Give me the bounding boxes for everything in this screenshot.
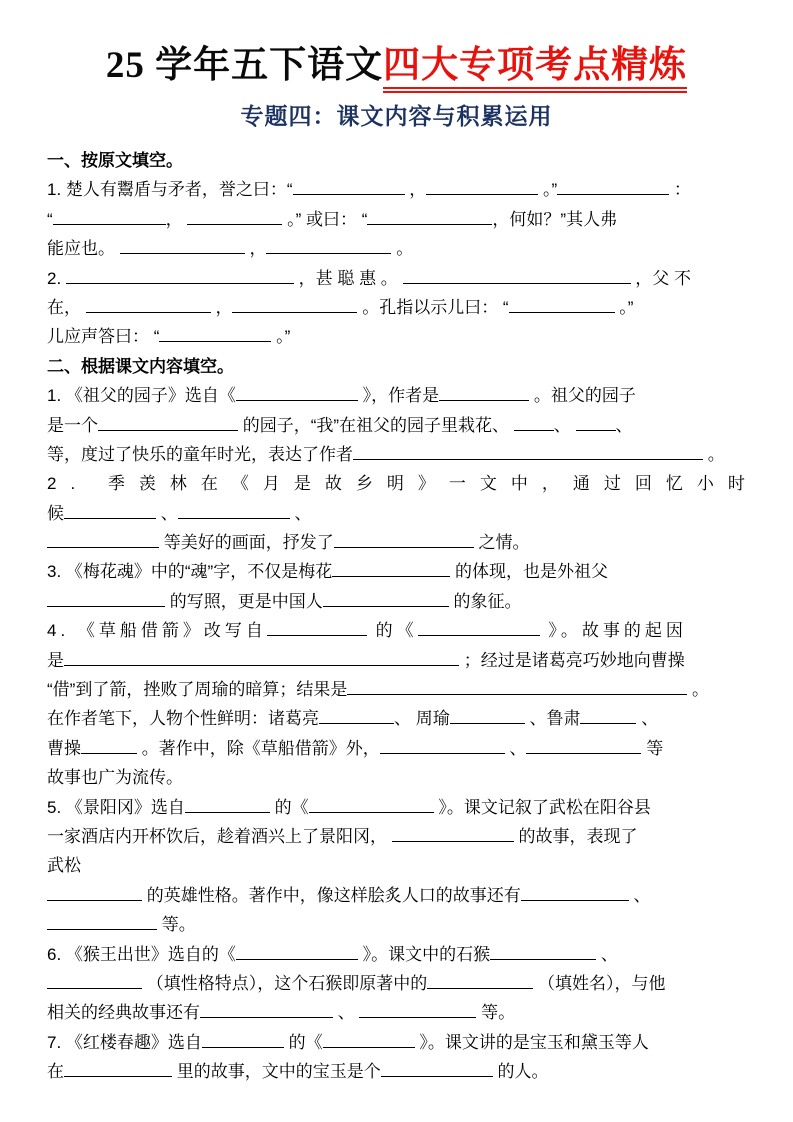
text-segment: 的《 (366, 621, 418, 641)
fill-in-blank[interactable] (267, 618, 367, 636)
fill-in-blank[interactable] (381, 1059, 493, 1077)
text-segment: 武松 (47, 856, 81, 876)
fill-in-blank[interactable] (86, 295, 211, 313)
text-line (47, 793, 746, 822)
text-segment: ， (404, 180, 427, 200)
text-segment: 。 (687, 680, 710, 700)
text-segment: 的英雄性格。著作中，像这样脍炙人口的故事还有 (142, 885, 521, 905)
fill-in-blank[interactable] (323, 589, 449, 607)
text-segment: ，何如？”其人弗 (492, 209, 618, 229)
text-line (47, 910, 746, 939)
fill-in-blank[interactable] (266, 236, 391, 254)
fill-in-blank[interactable] (64, 648, 459, 666)
text-segment: 1. 楚人有鬻盾与矛者，誉之曰：“ (47, 180, 293, 200)
text-segment: 。孔指以示儿曰： “ (357, 297, 509, 317)
text-segment: 、 周瑜 (394, 709, 450, 729)
text-segment: “借”到了箭，挫败了周瑜的暗算；结果是 (47, 680, 348, 700)
text-line (47, 704, 746, 733)
fill-in-blank[interactable] (200, 1000, 333, 1018)
text-segment: 一家酒店内开杯饮后，趁着酒兴上了景阳冈， (47, 826, 392, 846)
fill-in-blank[interactable] (367, 207, 492, 225)
text-segment: 。著作中，除《草船借箭》外， (137, 738, 380, 758)
text-segment: 》，作者是 (357, 386, 440, 406)
text-segment: 。祖父的园子 (529, 386, 636, 406)
text-line (47, 822, 746, 851)
fill-in-blank[interactable] (359, 1000, 476, 1018)
fill-in-blank[interactable] (347, 677, 687, 695)
text-segment: 里的故事，文中的宝玉是个 (172, 1062, 381, 1082)
text-segment: ；经过是诸葛亮巧妙地向曹操 (459, 650, 685, 670)
text-line (47, 175, 746, 204)
text-line (47, 528, 746, 557)
fill-in-blank[interactable] (81, 736, 137, 754)
text-segment: 、 (636, 709, 659, 729)
text-segment: 。” (614, 297, 634, 317)
fill-in-blank[interactable] (232, 295, 357, 313)
text-line (47, 763, 746, 792)
text-segment: 。” 或曰： “ (282, 209, 368, 229)
fill-in-blank[interactable] (236, 942, 358, 960)
fill-in-blank[interactable] (47, 971, 142, 989)
text-segment: 故事也广为流传。 (47, 768, 183, 788)
text-segment: ， (165, 209, 188, 229)
fill-in-blank[interactable] (334, 530, 474, 548)
text-segment: 》。课文讲的是宝玉和黛玉等人 (414, 1032, 649, 1052)
text-segment: 等，度过了快乐的童年时光，表达了作者 (47, 444, 353, 464)
fill-in-blank[interactable] (353, 442, 703, 460)
title-red-part: 四大专项考点精炼 (383, 45, 687, 93)
text-line (47, 1057, 746, 1086)
text-line (47, 234, 746, 263)
text-line (47, 969, 746, 998)
fill-in-blank[interactable] (380, 736, 505, 754)
fill-in-blank[interactable] (202, 1030, 284, 1048)
text-segment: 、 (553, 415, 576, 435)
fill-in-blank[interactable] (439, 383, 529, 401)
fill-in-blank[interactable] (47, 530, 159, 548)
fill-in-blank[interactable] (47, 912, 157, 930)
fill-in-blank[interactable] (187, 207, 282, 225)
fill-in-blank[interactable] (418, 618, 540, 636)
fill-in-blank[interactable] (66, 266, 294, 284)
text-segment: 儿应声答曰： “ (47, 327, 160, 347)
fill-in-blank[interactable] (450, 706, 525, 724)
text-segment: ， (210, 297, 233, 317)
text-segment: 是一个 (47, 415, 98, 435)
fill-in-blank[interactable] (427, 971, 533, 989)
text-segment: 、 (333, 1003, 360, 1023)
text-segment: 在， (47, 297, 86, 317)
text-segment: 在 (47, 1062, 64, 1082)
fill-in-blank[interactable] (509, 295, 615, 313)
text-line (47, 1028, 746, 1057)
text-segment: 》。课文记叙了武松在阳谷县 (433, 797, 651, 817)
text-segment: 6. 《猴王出世》选自的《 (47, 944, 236, 964)
fill-in-blank[interactable] (490, 942, 596, 960)
page-title (47, 40, 746, 92)
text-line (47, 205, 746, 234)
text-segment: ， (244, 239, 267, 259)
text-segment: 》。故事的起因 (539, 621, 687, 641)
fill-in-blank[interactable] (426, 177, 538, 195)
text-segment: ，父 不 (630, 268, 691, 288)
document-body (47, 146, 759, 1087)
section-1-heading (47, 146, 746, 175)
fill-in-blank[interactable] (403, 266, 631, 284)
text-line (47, 998, 746, 1027)
fill-in-blank[interactable] (526, 736, 641, 754)
page-subtitle: 专题四：课文内容与积累运用 (240, 103, 553, 129)
text-segment: 一、按原文填空。 (47, 151, 183, 170)
text-line (47, 322, 746, 351)
fill-in-blank[interactable] (98, 413, 238, 431)
text-segment: 。 (703, 444, 725, 464)
text-segment: 等。 (157, 915, 196, 935)
text-segment: ，甚 聪 惠 。 (293, 268, 403, 288)
fill-in-blank[interactable] (47, 589, 165, 607)
text-segment: 的《 (283, 1032, 323, 1052)
text-segment: 的体现，也是外祖父 (450, 562, 608, 582)
fill-in-blank[interactable] (392, 824, 514, 842)
text-line (47, 264, 746, 293)
text-segment: 、 (628, 885, 651, 905)
text-segment: 等美好的画面，抒发了 (159, 533, 334, 553)
text-segment: 。” (538, 180, 558, 200)
fill-in-blank[interactable] (64, 1059, 172, 1077)
text-segment: 。 (391, 239, 414, 259)
fill-in-blank[interactable] (53, 207, 166, 225)
title-black-part: 25 学年五下语文 (105, 45, 384, 86)
text-line (47, 587, 746, 616)
section-2-heading (47, 352, 746, 381)
text-segment: 5. 《景阳冈》选自 (47, 797, 185, 817)
text-segment: 是 (47, 650, 64, 670)
text-line (47, 293, 746, 322)
text-line (47, 411, 746, 440)
text-segment: 4. 《草船借箭》改写自 (47, 621, 267, 641)
fill-in-blank[interactable] (293, 177, 405, 195)
fill-in-blank[interactable] (236, 383, 358, 401)
fill-in-blank[interactable] (64, 501, 156, 519)
text-segment: 的人。 (492, 1062, 549, 1082)
text-segment: 的园子，“我”在祖父的园子里栽花、 (238, 415, 514, 435)
text-segment: 、 (289, 503, 312, 523)
text-segment: 相关的经典故事还有 (47, 1003, 200, 1023)
text-line (47, 675, 746, 704)
text-segment: 》。课文中的石猴 (357, 944, 491, 964)
fill-in-blank[interactable] (185, 795, 270, 813)
fill-in-blank[interactable] (580, 706, 636, 724)
fill-in-blank[interactable] (120, 236, 245, 254)
text-segment: 等 (641, 738, 664, 758)
fill-in-blank[interactable] (319, 706, 394, 724)
text-segment: 的故事，表现了 (513, 826, 638, 846)
text-segment: 3. 《梅花魂》中的“魂”字，不仅是梅花 (47, 562, 333, 582)
text-line (47, 440, 746, 469)
text-line (47, 469, 759, 498)
text-segment: 二、根据课文内容填空。 (47, 356, 234, 376)
text-line (47, 499, 746, 528)
fill-in-blank[interactable] (557, 177, 669, 195)
text-segment: 。” (271, 327, 291, 347)
text-segment: 、鲁肃 (524, 709, 581, 729)
text-segment: 、 (615, 415, 633, 435)
text-segment: 候 (47, 503, 64, 523)
text-segment: 、 (596, 944, 618, 964)
text-segment: 1. 《祖父的园子》选自《 (47, 386, 236, 406)
text-segment: 2. (47, 268, 66, 288)
text-line (47, 940, 746, 969)
text-segment: （填姓名），与他 (533, 973, 666, 993)
fill-in-blank[interactable] (576, 413, 616, 431)
fill-in-blank[interactable] (178, 501, 290, 519)
text-segment: ： (669, 180, 691, 200)
text-segment: 的象征。 (448, 591, 522, 611)
text-line (47, 881, 746, 910)
text-segment: 7. 《红楼春趣》选自 (47, 1032, 202, 1052)
fill-in-blank[interactable] (514, 413, 554, 431)
text-segment: 、 (156, 503, 178, 523)
text-line (47, 616, 746, 645)
fill-in-blank[interactable] (47, 883, 142, 901)
fill-in-blank[interactable] (309, 795, 434, 813)
text-segment: 2. 季羡林在《月是故乡明》一文中，通过回忆小时 (47, 474, 759, 494)
text-line (47, 646, 746, 675)
text-segment: 能应也。 (47, 239, 120, 259)
text-segment: 的《 (269, 797, 309, 817)
fill-in-blank[interactable] (332, 559, 450, 577)
text-segment: 等。 (476, 1003, 516, 1023)
fill-in-blank[interactable] (521, 883, 629, 901)
text-segment: 的写照，更是中国人 (165, 591, 323, 611)
text-line (47, 381, 746, 410)
fill-in-blank[interactable] (323, 1030, 415, 1048)
fill-in-blank[interactable] (159, 324, 271, 342)
text-segment: 曹操 (47, 738, 81, 758)
text-line (47, 557, 746, 586)
text-segment: （填性格特点），这个石猴即原著中的 (142, 973, 428, 993)
text-line (47, 734, 746, 763)
text-segment: 之情。 (473, 533, 530, 553)
text-segment: “ (47, 209, 53, 229)
text-line (47, 851, 746, 880)
text-segment: 在作者笔下，人物个性鲜明：诸葛亮 (47, 709, 319, 729)
text-segment: 、 (504, 738, 527, 758)
